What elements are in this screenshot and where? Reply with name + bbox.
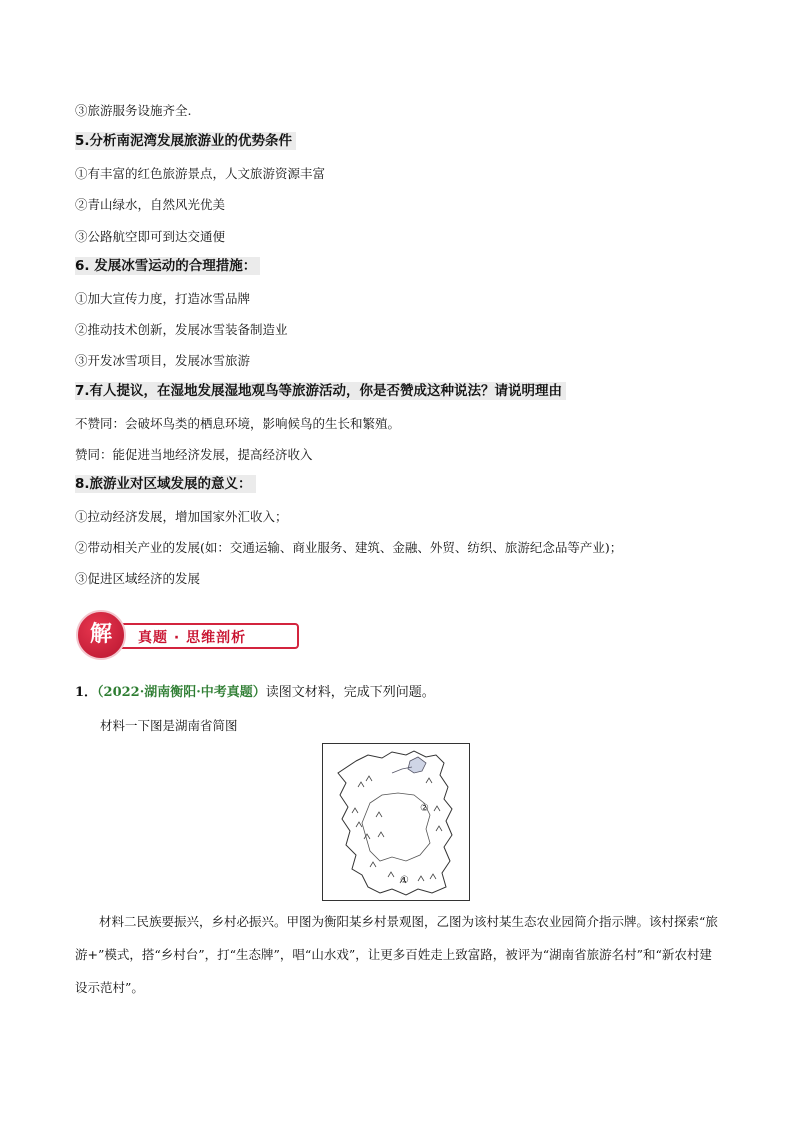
section-banner [76, 610, 301, 662]
answer-line: 不赞同：会破坏鸟类的栖息环境，影响候鸟的生长和繁殖。 [75, 416, 401, 431]
answer-line: ②带动相关产业的发展(如：交通运输、商业服务、建筑、金融、外贸、纺织、旅游纪念品等产业)； [75, 540, 623, 555]
answer-line: ③开发冰雪项目，发展冰雪旅游 [75, 353, 251, 368]
section-heading-8: 8.旅游业对区域发展的意义： [75, 475, 256, 493]
material-1: 材料一下图是湖南省简图 [100, 718, 238, 733]
answer-line: ②青山绿水，自然风光优美 [75, 197, 226, 212]
map-marker-2: ② [420, 803, 429, 814]
answer-line: ③促进区域经济的发展 [75, 571, 201, 586]
question-source: （2022·湖南衡阳·中考真题） [97, 685, 266, 700]
section-heading-6: 6. 发展冰雪运动的合理措施： [75, 257, 260, 275]
banner-badge: 解 [76, 610, 126, 660]
answer-line: ①加大宣传力度，打造冰雪品牌 [75, 291, 251, 306]
section-heading-5: 5.分析南泥湾发展旅游业的优势条件 [75, 132, 296, 150]
banner-bar [114, 623, 299, 649]
map-marker-1: ① [400, 875, 409, 886]
answer-line: ③旅游服务设施齐全. [75, 103, 192, 118]
hunan-map-figure [322, 743, 470, 901]
answer-line: ①有丰富的红色旅游景点，人文旅游资源丰富 [75, 166, 326, 181]
question-1 [75, 684, 435, 702]
answer-line: 赞同：能促进当地经济发展，提高经济收入 [75, 447, 313, 462]
section-heading-7: 7.有人提议，在湿地发展湿地观鸟等旅游活动，你是否赞成这种说法？请说明理由 [75, 382, 566, 400]
answer-line: ②推动技术创新，发展冰雪装备制造业 [75, 322, 288, 337]
banner-label: 真题 · 思维剖析 [138, 630, 247, 646]
material-2: 材料二民族要振兴，乡村必振兴。甲图为衡阳某乡村景观图，乙图为该村某生态农业园简介指示牌。该村探索“旅游+”模式，搭“乡村台”，打“生态牌”，唱“山水戏”，让更多百姓走上致富路，被评为“湖南省旅游名村”和“新农村建设示范村”。 [75, 914, 718, 995]
answer-line: ③公路航空即可到达交通便 [75, 229, 226, 244]
question-number: 1． [75, 685, 98, 700]
question-prompt: 读图文材料，完成下列问题。 [265, 685, 435, 700]
answer-line: ①拉动经济发展，增加国家外汇收入； [75, 509, 288, 524]
